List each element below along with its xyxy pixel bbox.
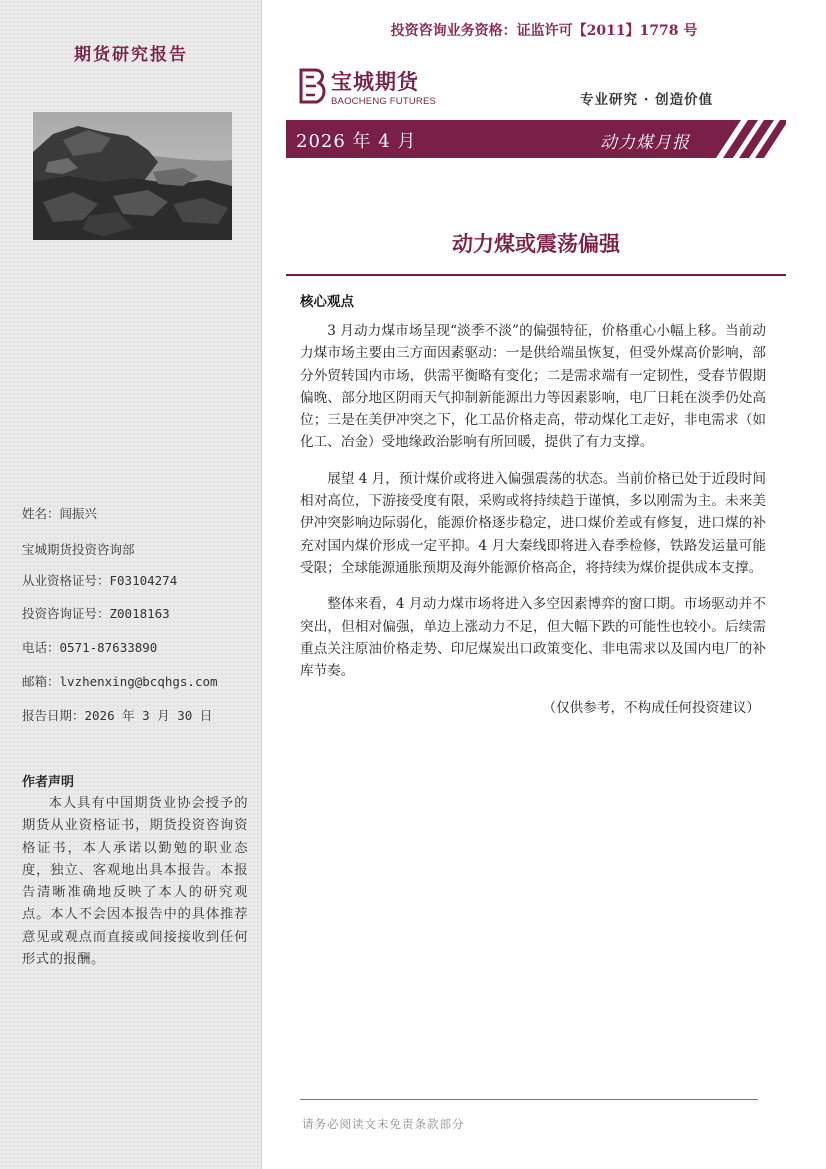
phone: 电话：0571-87633890: [22, 640, 158, 655]
paragraph: 展望 4 月，预计煤价或将进入偏强震荡的状态。当前价格已处于近段时间相对高位，下游接受度有限，采购或将持续趋于谨慎，多以刚需为主。未来美伊冲突影响边际弱化，能源价格逐步稳定，进口煤价差或有修复，进口煤的补充对国内煤价形成一定平抑。4 月大秦线即将进入春季检修，铁路发运量可能受限；全球能源通胀预期及海外能源价格高企，将持续为煤价提供成本支撑。: [300, 470, 766, 576]
banner-report-type: 动力煤月报: [600, 133, 690, 153]
email: 邮箱：lvzhenxing@bcqhgs.com: [22, 674, 218, 689]
section-heading: 核心观点: [300, 294, 354, 310]
disclaimer-note: （仅供参考，不构成任何投资建议）: [542, 700, 760, 717]
analyst-department: 宝城期货投资咨询部: [22, 542, 135, 557]
logo-english-name: BAOCHENG FUTURES: [331, 96, 437, 107]
paragraph: 整体来看，4 月动力煤市场将进入多空因素博弈的窗口期。市场驱动并不突出，但相对偏强，单边上涨动力不足，但大幅下跌的可能性也较小。后续需重点关注原油价格走势、印尼煤炭出口政策变化、非电需求以及国内电厂的补库节奏。: [300, 596, 766, 680]
banner-date: 2026 年 4 月: [296, 131, 417, 152]
report-body: [300, 320, 766, 716]
qualification-number: 从业资格证号：F03104274: [22, 573, 178, 588]
slogan: 专业研究 · 创造价值: [580, 92, 714, 108]
report-category: 期货研究报告: [74, 45, 188, 65]
title-divider: [286, 274, 786, 276]
author-declaration-heading: 作者声明: [22, 775, 75, 790]
analyst-name: 姓名：闾振兴: [22, 506, 98, 521]
author-declaration-body: 本人具有中国期货业协会授予的期货从业资格证书，期货投资咨询资格证书，本人承诺以勤勉的职业态度，独立、客观地出具本报告。本报告清晰准确地反映了本人的研究观点。本人不会因本报告中的具体推荐意见或观点而直接或间接接收到任何形式的报酬。: [22, 796, 248, 968]
advisory-number: 投资咨询证号：Z0018163: [22, 606, 170, 621]
paragraph: 3 月动力煤市场呈现“淡季不淡”的偏强特征，价格重心小幅上移。当前动力煤市场主要由三方面因素驱动：一是供给端虽恢复，但受外煤高价影响，部分外贸转国内市场，供需平衡略有变化；二是需求端有一定韧性，受春节假期偏晚、部分地区阴雨天气抑制新能源出力等因素影响，电厂日耗在淡季仍处高位；三是在美伊冲突之下，化工品价格走高，带动煤化工走好，非电需求（如化工、冶金）受地缘政治影响有所回暖，提供了有力支撑。: [300, 323, 766, 451]
logo-mark-icon: [297, 68, 327, 108]
report-date: 报告日期：2026 年 3 月 30 日: [22, 708, 213, 723]
logo-chinese-name: 宝城期货: [331, 69, 419, 94]
sidebar: [0, 0, 262, 1169]
license-statement: 投资咨询业务资格：证监许可【2011】1778 号: [390, 23, 698, 39]
company-logo: [297, 66, 457, 114]
report-title: 动力煤或震荡偏强: [452, 232, 620, 256]
footer-notice: 请务必阅读文末免责条款部分: [302, 1117, 465, 1131]
footer-divider: [300, 1099, 758, 1100]
coal-photo: [33, 112, 232, 240]
